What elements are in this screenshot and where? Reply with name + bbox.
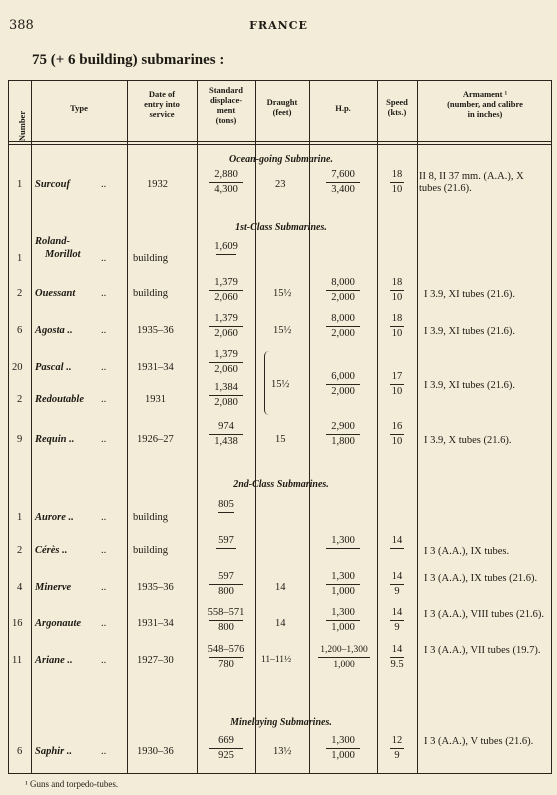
submarine-table: Number Type Date of entry into service Standard displace- ment (tons) Draught (feet) H.p. Speed (kts.) Armament ¹ (number, and calibre in inches) Ocean-going Submarine. 1st-Class Submarines. 2nd-Class Submarines. Minelaying Submarines. 1 Surcouf .. 1932 2,880 4,300 23 7,600 3,400 18 10 II 8, II 37 mm. (A.A.), X tubes (21.6). 1 Roland- Morillot .. building 1,609 2 Ouessant .. building 1,379 2,060 15½ 8,000 2,000 18 10 I 3.9, XI tubes (21.6). 6 Agosta .. .. 1935–36 1,379 2,060 15½ 8,000 2,000 18 10 I 3.9, XI tubes (21.6). 20 Pascal .. .. 1931–34 1,379 2,060 2 Redoutable .. 1931 1,384 2,080 15½ 6,000 2,000 17 10 I 3.9, XI tubes (21.6). 9 Requin .. .. 1926–27 974 1,438 15 2,900 1,800 16 10 I 3.9, X tubes (21.6). 1 Aurore .. .. building 805 2 Cérès .. .. building 597 1,300 14 I 3 (A.A.), IX tubes. 4 Minerve .. 1935–36 597 800 14 1,300 1,000 14 9 I 3 (A.A.), IX tubes (21.6). 16 Argonaute .. 1931–34 558–571 800 14 1,300 1,000 14 9 I 3 (A.A.), VIII tubes (21.6). 11 Ariane .. .. 1927–30 548–576 780 11–11½ 1,200–1,300 1,000 14 9.5 I 3 (A.A.), VII tubes (19.7). 6 Saphir .. .. 1930–36 669 925 13½ 1,300 1,000 12 9 I 3 (A.A.), V tubes (21.6). — [8, 80, 552, 774]
col-type: Type — [70, 103, 88, 113]
page-title: 75 (+ 6 building) submarines : — [32, 52, 225, 68]
bracket — [264, 351, 270, 415]
footnote: ¹ Guns and torpedo-tubes. — [25, 779, 119, 789]
col-date: Date of entry into service — [144, 89, 180, 119]
running-head: FRANCE — [249, 19, 308, 32]
col-number: Number — [17, 110, 27, 142]
section-second-class: 2nd-Class Submarines. — [233, 479, 329, 490]
col-displacement: Standard displace- ment (tons) — [208, 85, 243, 125]
section-first-class: 1st-Class Submarines. — [235, 222, 327, 233]
col-draught: Draught (feet) — [266, 97, 298, 117]
col-speed: Speed (kts.) — [386, 97, 408, 117]
page-number: 388 — [9, 18, 34, 33]
col-hp: H.p. — [335, 103, 351, 113]
col-armament: Armament ¹ (number, and calibre in inches) — [447, 89, 523, 119]
section-minelaying: Minelaying Submarines. — [230, 717, 332, 728]
page-header — [0, 18, 557, 36]
section-ocean-going: Ocean-going Submarine. — [229, 154, 333, 165]
